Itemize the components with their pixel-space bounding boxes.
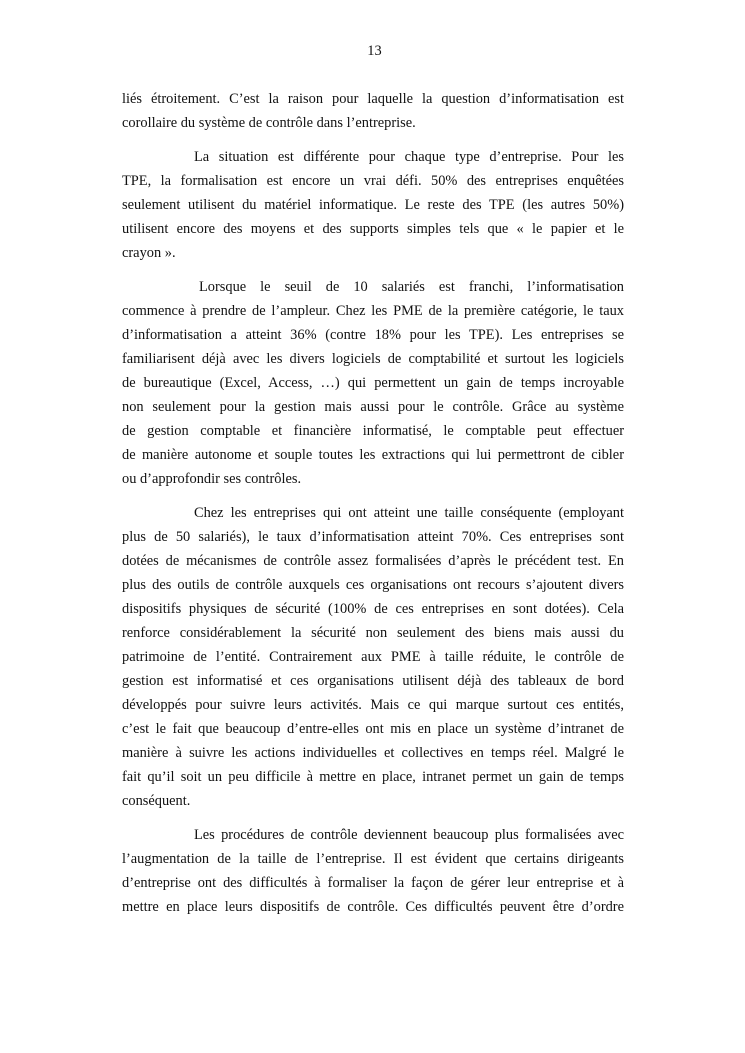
paragraph bbox=[122, 87, 624, 135]
text-line: l’augmentation de la taille de l’entreprise. Il est évident que certains dirigeants bbox=[122, 851, 624, 867]
text-line: fait qu’il soit un peu difficile à mettre en place, intranet permet un gain de temps bbox=[122, 769, 624, 785]
paragraph bbox=[122, 823, 624, 919]
text-line: liés étroitement. C’est la raison pour laquelle la question d’informatisation est bbox=[122, 91, 624, 107]
text-line: de manière autonome et souple toutes les extractions qui lui permettront de cibler bbox=[122, 447, 624, 463]
text-line: dotées de mécanismes de contrôle assez formalisées d’après le précédent test. En bbox=[122, 553, 624, 569]
text-line: familiarisent déjà avec les divers logiciels de comptabilité et surtout les logiciels bbox=[122, 351, 624, 367]
text-line: seulement utilisent du matériel informatique. Le reste des TPE (les autres 50%) bbox=[122, 197, 624, 213]
paragraph bbox=[122, 501, 624, 813]
text-line: Les procédures de contrôle deviennent beaucoup plus formalisées avec bbox=[194, 827, 624, 843]
paragraph bbox=[122, 275, 624, 491]
text-line: patrimoine de l’entité. Contrairement aux PME à taille réduite, le contrôle de bbox=[122, 649, 624, 665]
text-line: TPE, la formalisation est encore un vrai défi. 50% des entreprises enquêtées bbox=[122, 173, 624, 189]
text-line: conséquent. bbox=[122, 793, 191, 809]
text-line: plus des outils de contrôle auxquels ces organisations ont recours s’ajoutent divers bbox=[122, 577, 624, 593]
text-line: c’est le fait que beaucoup d’entre-elles ont mis en place un système d’intranet de bbox=[122, 721, 624, 737]
text-line: gestion est informatisé et ces organisations utilisent déjà des tableaux de bord bbox=[122, 673, 624, 689]
text-line: de bureautique (Excel, Access, …) qui permettent un gain de temps incroyable bbox=[122, 375, 624, 391]
page-number: 13 bbox=[367, 43, 382, 59]
text-line: manière à suivre les actions individuelles et collectives en temps réel. Malgré le bbox=[122, 745, 624, 761]
text-line: Lorsque le seuil de 10 salariés est franchi, l’informatisation bbox=[199, 279, 624, 295]
text-line: dispositifs physiques de sécurité (100% de ces entreprises en sont dotées). Cela bbox=[122, 601, 624, 617]
text-line: corollaire du système de contrôle dans l’entreprise. bbox=[122, 115, 416, 131]
text-line: Chez les entreprises qui ont atteint une taille conséquente (employant bbox=[194, 505, 624, 521]
text-line: crayon ». bbox=[122, 245, 176, 261]
text-line: mettre en place leurs dispositifs de contrôle. Ces difficultés peuvent être d’ordre bbox=[122, 899, 624, 915]
text-line: renforce considérablement la sécurité non seulement des biens mais aussi du bbox=[122, 625, 624, 641]
text-line: ou d’approfondir ses contrôles. bbox=[122, 471, 302, 487]
text-line: d’entreprise ont des difficultés à formaliser la façon de gérer leur entreprise et à bbox=[122, 875, 624, 891]
paragraph bbox=[122, 145, 624, 265]
text-line: non seulement pour la gestion mais aussi pour le contrôle. Grâce au système bbox=[122, 399, 624, 415]
body-text bbox=[122, 87, 624, 919]
text-line: commence à prendre de l’ampleur. Chez les PME de la première catégorie, le taux bbox=[122, 303, 624, 319]
text-line: d’informatisation a atteint 36% (contre 18% pour les TPE). Les entreprises se bbox=[122, 327, 624, 343]
text-line: de gestion comptable et financière informatisé, le comptable peut effectuer bbox=[122, 423, 624, 439]
text-line: La situation est différente pour chaque type d’entreprise. Pour les bbox=[194, 149, 624, 165]
text-line: utilisent encore des moyens et des supports simples tels que « le papier et le bbox=[122, 221, 624, 237]
text-line: développés pour suivre leurs activités. Mais ce qui marque surtout ces entités, bbox=[122, 697, 624, 713]
text-line: plus de 50 salariés), le taux d’informatisation atteint 70%. Ces entreprises sont bbox=[122, 529, 624, 545]
